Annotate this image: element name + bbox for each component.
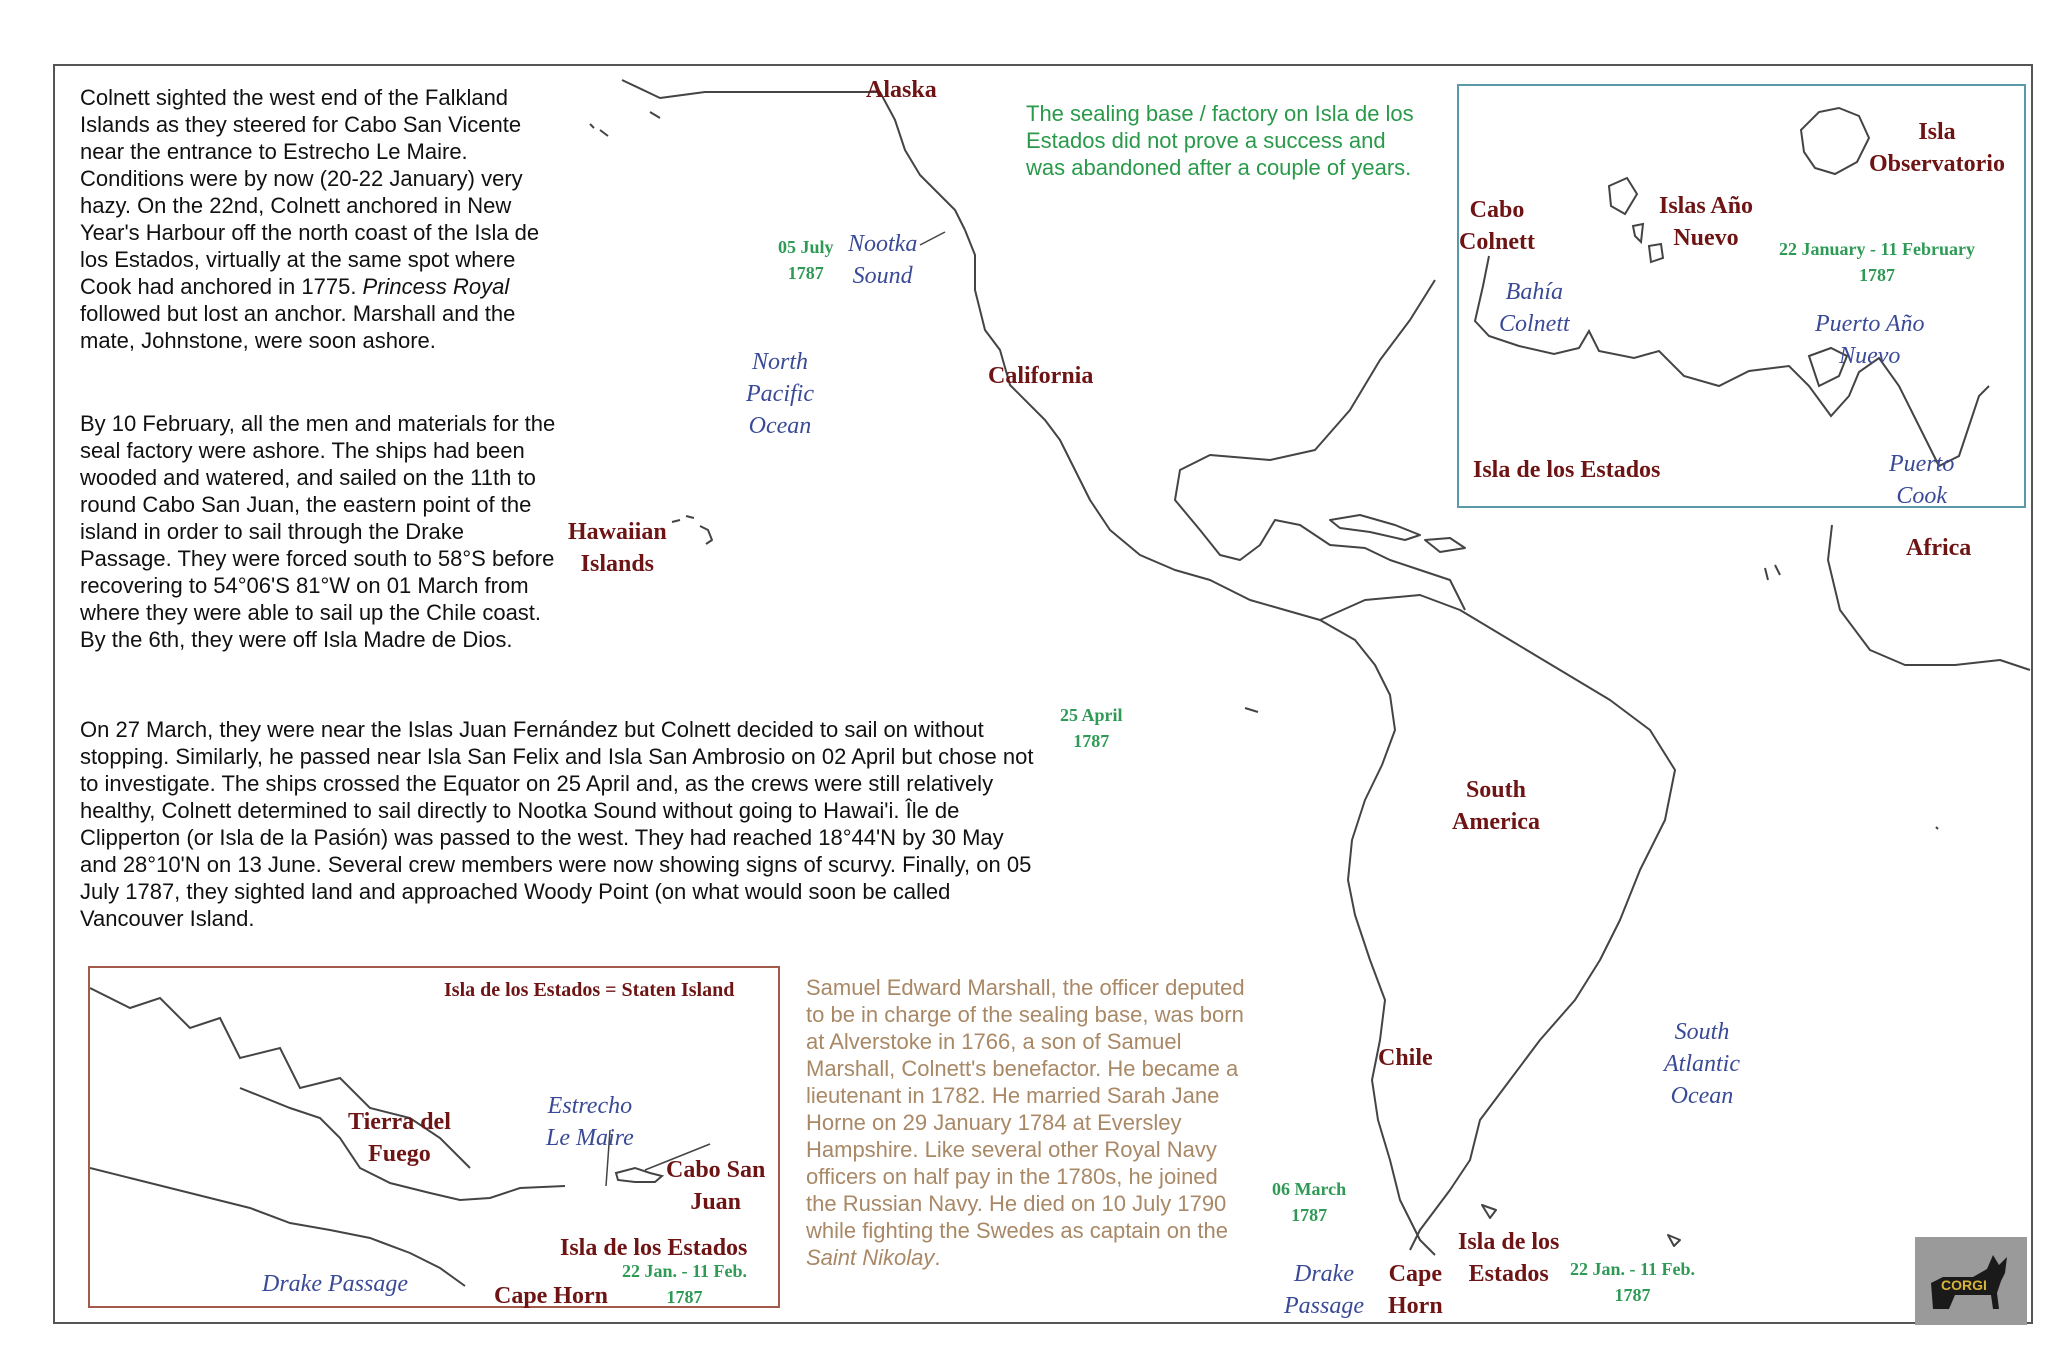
narrative-paragraph-1: Colnett sighted the west end of the Falkland Islands as they steered for Cabo San Vicente near the entrance to Estrecho Le Maire. Conditions were by now (20-22 January) very hazy. On the 22nd, Colnett anchored in New Year's Harbour off the north coast of the Isla de los Estados, virtually at the same spot where Cook had anchored in 1775. Princess Royal followed but lost an anchor. Marshall and the mate, Johnstone, were soon ashore. xyxy=(80,85,540,353)
inset2-estrecho-le-maire: Estrecho Le Maire xyxy=(546,1093,634,1151)
label-south-america: South America xyxy=(1452,777,1540,835)
inset1-isla-observatorio: Isla Observatorio xyxy=(1869,119,2005,177)
label-alaska: Alaska xyxy=(866,77,937,103)
inset2-drake-passage: Drake Passage xyxy=(262,1271,408,1297)
date-equator: 25 April 1787 xyxy=(1060,705,1123,751)
inset1-date: 22 January - 11 February 1787 xyxy=(1779,239,1975,285)
hawaii-islands xyxy=(672,516,712,544)
date-nootka: 05 July 1787 xyxy=(778,237,834,283)
inset1-isla-estados: Isla de los Estados xyxy=(1473,457,1661,483)
inset2-title: Isla de los Estados = Staten Island xyxy=(444,979,735,1001)
label-chile: Chile xyxy=(1378,1045,1433,1071)
na-east-coast xyxy=(1175,280,1465,610)
narrative-paragraph-3: On 27 March, they were near the Islas Juan Fernández but Colnett decided to sail on without stopping. Similarly, he passed near Isla San Felix and Isla San Ambrosio on 02 April but chose not to investigate. The ships crossed the Equator on 25 April and, as the crews were still relatively healthy, Colnett determined to sail directly to Nootka Sound without going to Hawai'i. Île de Clipperton (or Isla de la Pasión) was passed to the west. They had reached 18°44'N by 30 May and 28°10'N on 13 June. Several crew members were now showing signs of scurvy. Finally, on 05 July 1787, they sighted land and approached Woody Point (on what would soon be called Vancouver Island. xyxy=(80,717,1034,931)
inset1-bahia-colnett: Bahía Colnett xyxy=(1499,279,1570,337)
date-march: 06 March 1787 xyxy=(1272,1179,1347,1225)
corgi-logo xyxy=(1915,1237,2027,1325)
marshall-biography: Samuel Edward Marshall, the officer deputed to be in charge of the sealing base, was born at Alverstoke in 1766, a son of Samuel Marshall, Colnett's benefactor. He became a lieutenant in 1782. He married Sarah Jane Horne on 29 January 1784 at Eversley Hampshire. Like several other Royal Navy officers on half pay in the 1780s, he joined the Russian Navy. He died on 10 July 1790 while fighting the Swedes as captain on the Saint Nikolay. xyxy=(806,975,1245,1270)
inset1-puerto-cook: Puerto Cook xyxy=(1889,451,1955,509)
label-cape-horn: Cape Horn xyxy=(1388,1261,1443,1319)
hispaniola xyxy=(1425,538,1465,552)
label-california: California xyxy=(988,363,1094,389)
inset-isla-estados xyxy=(1457,84,2026,508)
inset-tierra-del-fuego xyxy=(88,966,780,1308)
label-isla-estados: Isla de los Estados xyxy=(1458,1229,1560,1287)
label-south-atlantic: South Atlantic Ocean xyxy=(1664,1019,1740,1109)
label-nootka-sound: Nootka Sound xyxy=(848,231,918,289)
label-north-pacific: North Pacific Ocean xyxy=(746,349,814,439)
date-estados: 22 Jan. - 11 Feb. 1787 xyxy=(1570,1259,1696,1305)
inset2-cape-horn: Cape Horn xyxy=(494,1283,608,1309)
alaska-islands xyxy=(590,112,660,136)
inset1-puerto-ano-nuevo: Puerto Año Nuevo xyxy=(1815,311,1925,369)
inset2-cabo-san-juan: Cabo San Juan xyxy=(666,1157,766,1215)
south-america xyxy=(1320,595,1675,1250)
inset2-tierra-del-fuego: Tierra del Fuego xyxy=(348,1109,451,1167)
inset1-cabo-colnett: Cabo Colnett xyxy=(1459,197,1535,255)
inset2-date: 22 Jan. - 11 Feb. 1787 xyxy=(622,1261,748,1307)
label-hawaii: Hawaiian Islands xyxy=(568,519,667,577)
inset2-isla-estados: Isla de los Estados xyxy=(560,1235,748,1261)
label-drake-passage: Drake Passage xyxy=(1284,1261,1364,1319)
inset1-islas-ano-nuevo: Islas Año Nuevo xyxy=(1659,193,1754,251)
label-africa: Africa xyxy=(1906,535,1972,561)
small-islands xyxy=(1245,565,1938,829)
narrative-paragraph-2: By 10 February, all the men and materials for the seal factory were ashore. The ships had been wooded and watered, and sailed on the 11th to round Cabo San Juan, the eastern point of the island in order to sail through the Drake Passage. They were forced south to 58°S before recovering to 54°06'S 81°W on 01 March from where they were able to sail up the Chile coast. By the 6th, they were off Isla Madre de Dios. xyxy=(80,411,556,652)
cuba xyxy=(1330,515,1420,540)
sealing-base-note: The sealing base / factory on Isla de los Estados did not prove a success and was abandoned after a couple of years. xyxy=(1026,101,1414,180)
corgi-logo-text: CORGI xyxy=(1941,1277,1987,1293)
